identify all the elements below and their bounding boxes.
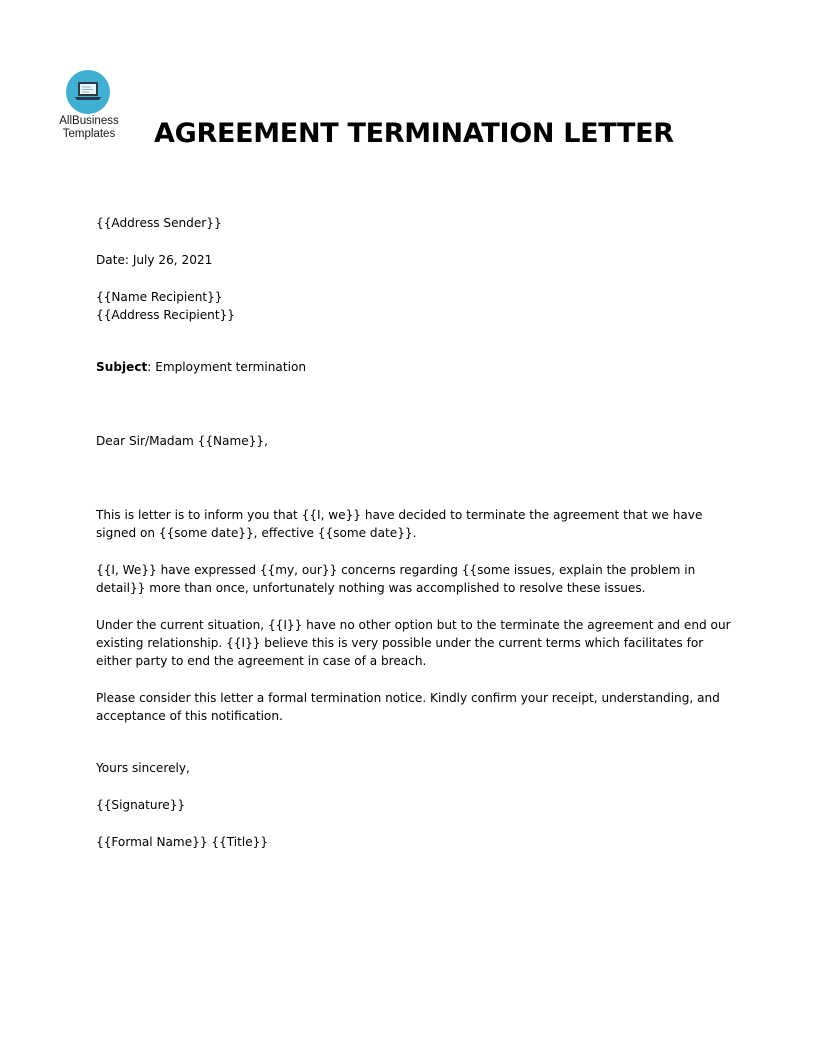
- logo-text: AllBusiness Templates: [59, 115, 119, 140]
- paragraph: Please consider this letter a formal termination notice. Kindly confirm your receipt, understanding, and acceptance of this notification.: [96, 691, 720, 723]
- name-title: {{Formal Name}} {{Title}}: [96, 835, 269, 849]
- letter-date: Date: July 26, 2021: [96, 253, 213, 267]
- paragraph: {{I, We}} have expressed {{my, our}} concerns regarding {{some issues, explain the problem in detail}} more than once, unfortunately nothing was accomplished to resolve these issues.: [96, 563, 696, 595]
- subject-text: : Employment termination: [147, 360, 307, 374]
- name-recipient: {{Name Recipient}}: [96, 290, 223, 304]
- paragraph: This is letter is to inform you that {{I, we}} have decided to terminate the agreement that we have signed on {{some date}}, effective {{some date}}.: [96, 508, 703, 540]
- greeting: Dear Sir/Madam {{Name}},: [96, 434, 268, 448]
- subject-label: Subject: [96, 360, 148, 374]
- subject-line: [96, 358, 736, 376]
- signature: {{Signature}}: [96, 798, 186, 812]
- address-sender: {{Address Sender}}: [96, 216, 222, 230]
- laptop-icon: [66, 70, 110, 114]
- logo: [55, 70, 123, 144]
- letter-body: [96, 214, 736, 851]
- closing: Yours sincerely,: [96, 761, 190, 775]
- address-recipient: {{Address Recipient}}: [96, 308, 235, 322]
- page-title: AGREEMENT TERMINATION LETTER: [154, 118, 674, 149]
- paragraph: Under the current situation, {{I}} have no other option but to the terminate the agreement and end our existing relationship. {{I}} believe this is very possible under the current terms which facilitates for either party to end the agreement in case of a breach.: [96, 618, 731, 668]
